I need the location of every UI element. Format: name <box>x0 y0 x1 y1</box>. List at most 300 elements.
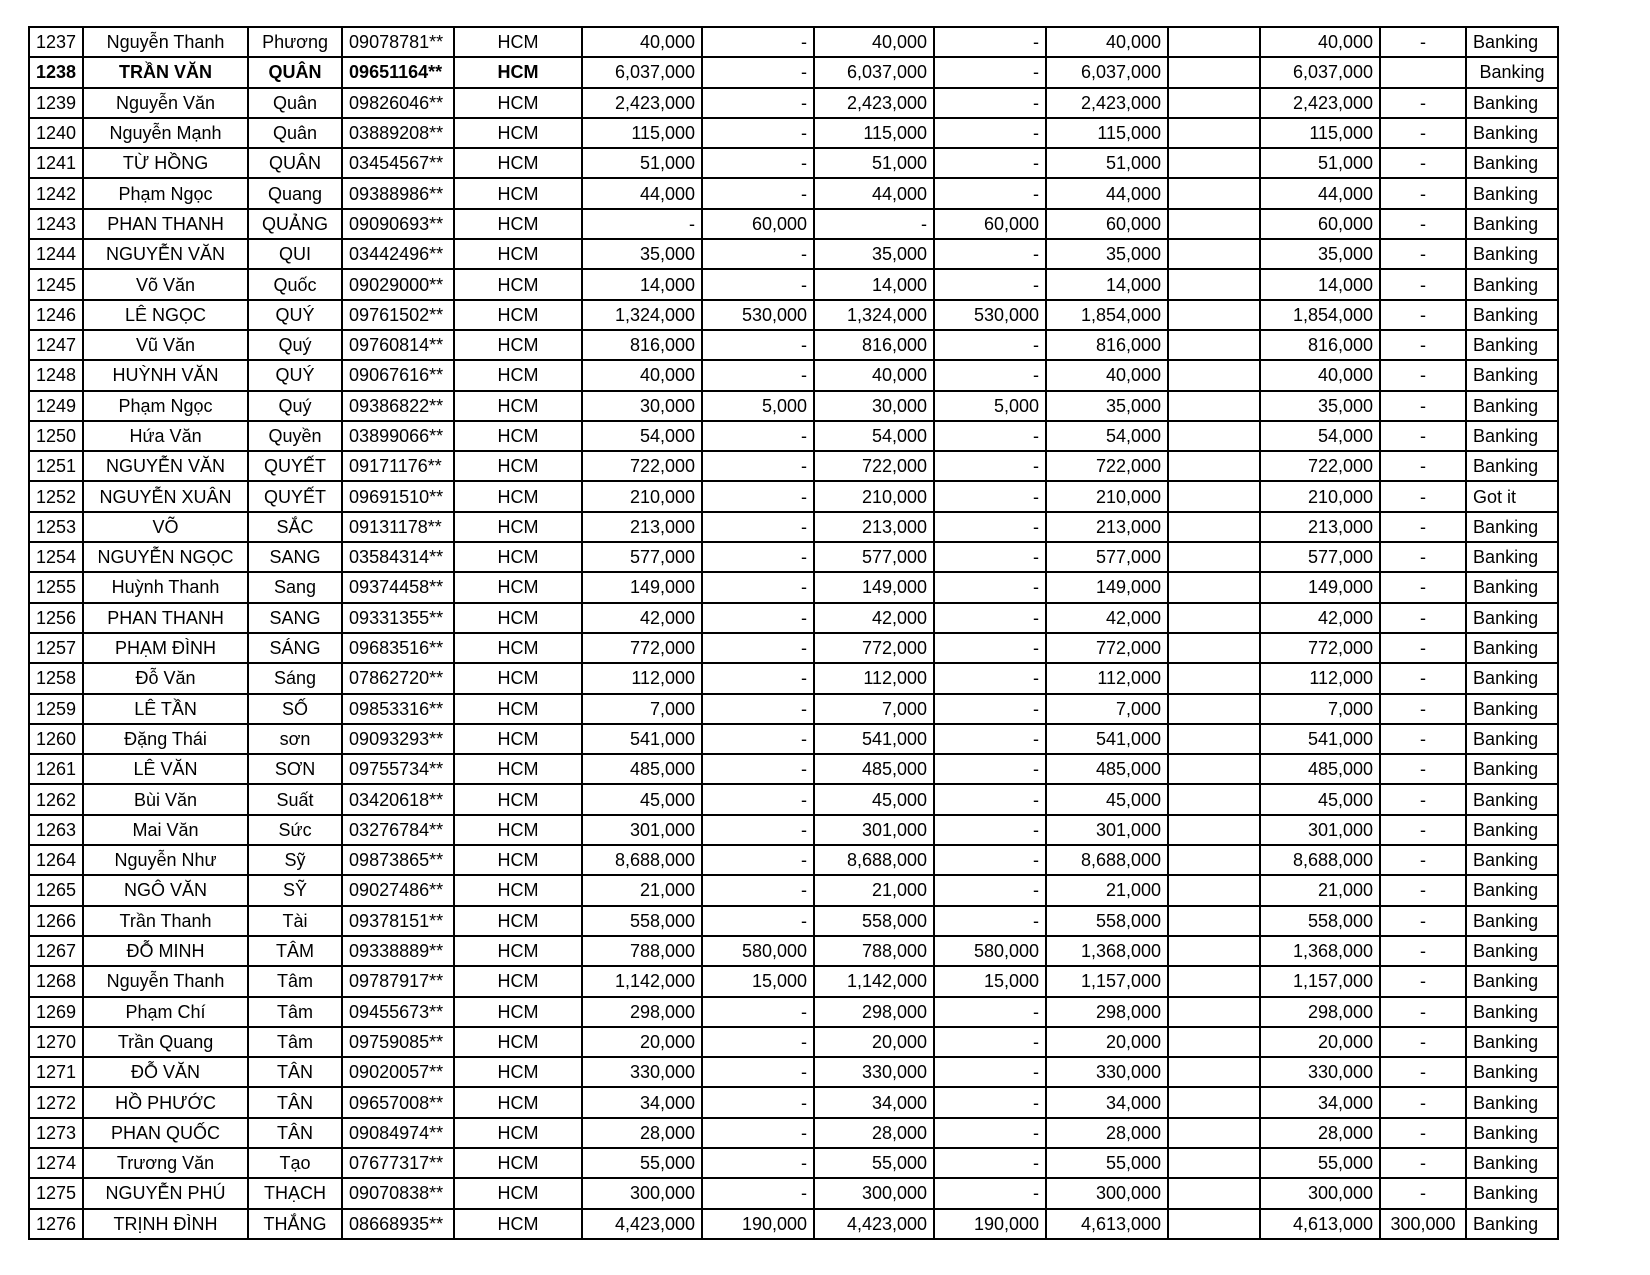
cell-amount-1: 45,000 <box>582 784 702 814</box>
cell-amount-4: - <box>934 1087 1046 1117</box>
cell-phone: 09067616** <box>342 360 454 390</box>
cell-amount-1: 772,000 <box>582 633 702 663</box>
cell-amount-4: 15,000 <box>934 966 1046 996</box>
cell-amount-3: 4,423,000 <box>814 1209 934 1239</box>
cell-total: 722,000 <box>1046 451 1168 481</box>
cell-paid: 40,000 <box>1260 360 1380 390</box>
cell-total: 210,000 <box>1046 481 1168 511</box>
cell-blank <box>1168 148 1260 178</box>
cell-last-name: Phương <box>248 27 342 57</box>
cell-amount-4: - <box>934 330 1046 360</box>
cell-total: 115,000 <box>1046 118 1168 148</box>
cell-amount-1: 485,000 <box>582 754 702 784</box>
cell-first-name: Hứa Văn <box>83 421 248 451</box>
cell-extra: - <box>1380 330 1466 360</box>
cell-paid: 7,000 <box>1260 694 1380 724</box>
cell-region: HCM <box>454 512 582 542</box>
cell-blank <box>1168 724 1260 754</box>
cell-last-name: Tâm <box>248 966 342 996</box>
table-row <box>29 1057 1558 1087</box>
cell-last-name: Quân <box>248 88 342 118</box>
cell-phone: 03889208** <box>342 118 454 148</box>
cell-extra: - <box>1380 815 1466 845</box>
cell-amount-4: 580,000 <box>934 936 1046 966</box>
cell-status: Banking <box>1466 1178 1558 1208</box>
cell-last-name: QUYẾT <box>248 451 342 481</box>
cell-first-name: LÊ VĂN <box>83 754 248 784</box>
cell-extra: - <box>1380 1118 1466 1148</box>
cell-region: HCM <box>454 148 582 178</box>
cell-row-number: 1265 <box>29 875 83 905</box>
cell-blank <box>1168 754 1260 784</box>
table-row <box>29 603 1558 633</box>
cell-extra: - <box>1380 936 1466 966</box>
cell-total: 4,613,000 <box>1046 1209 1168 1239</box>
cell-total: 577,000 <box>1046 542 1168 572</box>
cell-paid: 213,000 <box>1260 512 1380 542</box>
cell-amount-3: 35,000 <box>814 239 934 269</box>
cell-amount-3: 1,324,000 <box>814 300 934 330</box>
cell-extra: - <box>1380 1087 1466 1117</box>
cell-amount-4: - <box>934 815 1046 845</box>
cell-region: HCM <box>454 603 582 633</box>
cell-paid: 300,000 <box>1260 1178 1380 1208</box>
cell-amount-4: 60,000 <box>934 209 1046 239</box>
cell-first-name: TRẦN VĂN <box>83 57 248 87</box>
cell-blank <box>1168 451 1260 481</box>
cell-amount-1: 6,037,000 <box>582 57 702 87</box>
cell-first-name: PHAN QUỐC <box>83 1118 248 1148</box>
cell-row-number: 1259 <box>29 694 83 724</box>
cell-region: HCM <box>454 360 582 390</box>
cell-extra: - <box>1380 845 1466 875</box>
cell-amount-2: - <box>702 633 814 663</box>
cell-region: HCM <box>454 542 582 572</box>
cell-row-number: 1249 <box>29 391 83 421</box>
cell-row-number: 1237 <box>29 27 83 57</box>
cell-amount-4: - <box>934 1027 1046 1057</box>
cell-extra: - <box>1380 633 1466 663</box>
cell-amount-1: 28,000 <box>582 1118 702 1148</box>
cell-last-name: Quốc <box>248 269 342 299</box>
cell-last-name: QUẢNG <box>248 209 342 239</box>
cell-amount-1: 4,423,000 <box>582 1209 702 1239</box>
cell-extra: - <box>1380 209 1466 239</box>
cell-phone: 09787917** <box>342 966 454 996</box>
table-row <box>29 875 1558 905</box>
cell-last-name: Quý <box>248 391 342 421</box>
cell-status: Banking <box>1466 572 1558 602</box>
cell-last-name: SÁNG <box>248 633 342 663</box>
table-row <box>29 57 1558 87</box>
cell-first-name: Nguyễn Thanh <box>83 27 248 57</box>
cell-amount-2: - <box>702 27 814 57</box>
cell-total: 21,000 <box>1046 875 1168 905</box>
table-row <box>29 542 1558 572</box>
cell-amount-1: 21,000 <box>582 875 702 905</box>
table-row <box>29 936 1558 966</box>
cell-amount-1: 7,000 <box>582 694 702 724</box>
cell-first-name: Mai Văn <box>83 815 248 845</box>
cell-amount-4: - <box>934 27 1046 57</box>
cell-last-name: Tạo <box>248 1148 342 1178</box>
cell-region: HCM <box>454 997 582 1027</box>
table-row <box>29 27 1558 57</box>
cell-amount-1: 1,324,000 <box>582 300 702 330</box>
cell-extra: - <box>1380 512 1466 542</box>
cell-row-number: 1244 <box>29 239 83 269</box>
cell-status: Banking <box>1466 784 1558 814</box>
cell-amount-4: - <box>934 88 1046 118</box>
cell-amount-4: - <box>934 875 1046 905</box>
cell-total: 541,000 <box>1046 724 1168 754</box>
cell-row-number: 1258 <box>29 663 83 693</box>
cell-amount-2: - <box>702 118 814 148</box>
cell-amount-3: 21,000 <box>814 875 934 905</box>
cell-amount-1: 210,000 <box>582 481 702 511</box>
table-row <box>29 118 1558 148</box>
cell-blank <box>1168 542 1260 572</box>
cell-amount-2: 580,000 <box>702 936 814 966</box>
table-row <box>29 997 1558 1027</box>
cell-paid: 4,613,000 <box>1260 1209 1380 1239</box>
table-row <box>29 512 1558 542</box>
cell-status: Banking <box>1466 906 1558 936</box>
cell-amount-2: - <box>702 694 814 724</box>
cell-amount-1: 300,000 <box>582 1178 702 1208</box>
cell-row-number: 1248 <box>29 360 83 390</box>
cell-amount-3: 42,000 <box>814 603 934 633</box>
cell-amount-3: 45,000 <box>814 784 934 814</box>
cell-row-number: 1270 <box>29 1027 83 1057</box>
cell-status: Banking <box>1466 1057 1558 1087</box>
cell-last-name: Quý <box>248 330 342 360</box>
cell-paid: 60,000 <box>1260 209 1380 239</box>
cell-phone: 03454567** <box>342 148 454 178</box>
cell-amount-1: 149,000 <box>582 572 702 602</box>
cell-last-name: Quân <box>248 118 342 148</box>
cell-extra: - <box>1380 451 1466 481</box>
cell-region: HCM <box>454 27 582 57</box>
cell-amount-2: - <box>702 906 814 936</box>
cell-region: HCM <box>454 391 582 421</box>
table-row <box>29 209 1558 239</box>
cell-blank <box>1168 966 1260 996</box>
cell-amount-2: - <box>702 148 814 178</box>
cell-first-name: PHAN THANH <box>83 603 248 633</box>
cell-phone: 09683516** <box>342 633 454 663</box>
cell-first-name: Huỳnh Thanh <box>83 572 248 602</box>
cell-amount-2: - <box>702 178 814 208</box>
cell-last-name: QUI <box>248 239 342 269</box>
cell-total: 44,000 <box>1046 178 1168 208</box>
cell-phone: 09020057** <box>342 1057 454 1087</box>
cell-amount-1: 112,000 <box>582 663 702 693</box>
cell-total: 54,000 <box>1046 421 1168 451</box>
cell-first-name: Phạm Ngọc <box>83 178 248 208</box>
cell-amount-1: 51,000 <box>582 148 702 178</box>
cell-blank <box>1168 360 1260 390</box>
cell-first-name: NGUYỄN XUÂN <box>83 481 248 511</box>
cell-blank <box>1168 118 1260 148</box>
cell-last-name: Quyền <box>248 421 342 451</box>
cell-amount-3: 298,000 <box>814 997 934 1027</box>
cell-first-name: Vũ Văn <box>83 330 248 360</box>
cell-blank <box>1168 1178 1260 1208</box>
cell-amount-1: 30,000 <box>582 391 702 421</box>
cell-status: Banking <box>1466 1118 1558 1148</box>
cell-phone: 09826046** <box>342 88 454 118</box>
cell-phone: 03420618** <box>342 784 454 814</box>
cell-status: Banking <box>1466 966 1558 996</box>
table-row <box>29 451 1558 481</box>
cell-last-name: Quang <box>248 178 342 208</box>
cell-amount-4: - <box>934 1178 1046 1208</box>
cell-status: Banking <box>1466 512 1558 542</box>
cell-extra: - <box>1380 997 1466 1027</box>
cell-region: HCM <box>454 269 582 299</box>
cell-phone: 09131178** <box>342 512 454 542</box>
cell-last-name: QUYẾT <box>248 481 342 511</box>
cell-paid: 112,000 <box>1260 663 1380 693</box>
cell-last-name: SANG <box>248 603 342 633</box>
cell-last-name: Sức <box>248 815 342 845</box>
cell-amount-2: - <box>702 875 814 905</box>
cell-row-number: 1239 <box>29 88 83 118</box>
cell-amount-2: 5,000 <box>702 391 814 421</box>
cell-blank <box>1168 784 1260 814</box>
cell-status: Banking <box>1466 936 1558 966</box>
cell-amount-3: 541,000 <box>814 724 934 754</box>
cell-status: Banking <box>1466 391 1558 421</box>
cell-total: 213,000 <box>1046 512 1168 542</box>
cell-status: Banking <box>1466 542 1558 572</box>
cell-total: 6,037,000 <box>1046 57 1168 87</box>
cell-region: HCM <box>454 239 582 269</box>
cell-row-number: 1247 <box>29 330 83 360</box>
cell-phone: 09760814** <box>342 330 454 360</box>
cell-region: HCM <box>454 815 582 845</box>
table-row <box>29 663 1558 693</box>
cell-blank <box>1168 633 1260 663</box>
cell-total: 558,000 <box>1046 906 1168 936</box>
table-row <box>29 1027 1558 1057</box>
payout-table <box>28 26 1559 1240</box>
table-row <box>29 360 1558 390</box>
cell-amount-4: - <box>934 451 1046 481</box>
cell-region: HCM <box>454 1027 582 1057</box>
cell-amount-1: 1,142,000 <box>582 966 702 996</box>
cell-extra: - <box>1380 481 1466 511</box>
cell-phone: 09388986** <box>342 178 454 208</box>
cell-last-name: THẮNG <box>248 1209 342 1239</box>
cell-amount-2: - <box>702 239 814 269</box>
cell-total: 51,000 <box>1046 148 1168 178</box>
cell-total: 816,000 <box>1046 330 1168 360</box>
cell-first-name: Nguyễn Văn <box>83 88 248 118</box>
cell-blank <box>1168 1209 1260 1239</box>
cell-paid: 485,000 <box>1260 754 1380 784</box>
cell-amount-3: 112,000 <box>814 663 934 693</box>
cell-amount-4: - <box>934 118 1046 148</box>
cell-extra: - <box>1380 603 1466 633</box>
cell-blank <box>1168 512 1260 542</box>
cell-amount-4: 5,000 <box>934 391 1046 421</box>
cell-paid: 6,037,000 <box>1260 57 1380 87</box>
cell-phone: 09386822** <box>342 391 454 421</box>
cell-region: HCM <box>454 451 582 481</box>
cell-blank <box>1168 239 1260 269</box>
cell-total: 330,000 <box>1046 1057 1168 1087</box>
cell-first-name: TỪ HỒNG <box>83 148 248 178</box>
cell-first-name: Nguyễn Mạnh <box>83 118 248 148</box>
table-row <box>29 845 1558 875</box>
cell-amount-3: 6,037,000 <box>814 57 934 87</box>
cell-extra: - <box>1380 391 1466 421</box>
table-row <box>29 239 1558 269</box>
cell-amount-2: - <box>702 754 814 784</box>
cell-status: Banking <box>1466 997 1558 1027</box>
cell-first-name: PHAN THANH <box>83 209 248 239</box>
cell-blank <box>1168 178 1260 208</box>
cell-amount-3: 14,000 <box>814 269 934 299</box>
cell-first-name: Trần Thanh <box>83 906 248 936</box>
cell-phone: 09378151** <box>342 906 454 936</box>
cell-amount-2: - <box>702 603 814 633</box>
cell-amount-2: - <box>702 481 814 511</box>
cell-amount-2: - <box>702 512 814 542</box>
cell-amount-1: 55,000 <box>582 1148 702 1178</box>
cell-amount-1: 541,000 <box>582 724 702 754</box>
cell-paid: 35,000 <box>1260 239 1380 269</box>
cell-amount-4: 530,000 <box>934 300 1046 330</box>
table-row <box>29 178 1558 208</box>
cell-amount-3: - <box>814 209 934 239</box>
cell-amount-4: - <box>934 845 1046 875</box>
cell-amount-1: 20,000 <box>582 1027 702 1057</box>
cell-row-number: 1241 <box>29 148 83 178</box>
cell-phone: 09338889** <box>342 936 454 966</box>
cell-amount-4: - <box>934 1148 1046 1178</box>
cell-amount-4: - <box>934 360 1046 390</box>
cell-blank <box>1168 694 1260 724</box>
cell-paid: 51,000 <box>1260 148 1380 178</box>
cell-phone: 03899066** <box>342 421 454 451</box>
cell-region: HCM <box>454 663 582 693</box>
cell-region: HCM <box>454 118 582 148</box>
cell-blank <box>1168 88 1260 118</box>
cell-phone: 09331355** <box>342 603 454 633</box>
cell-phone: 09171176** <box>342 451 454 481</box>
cell-phone: 07677317** <box>342 1148 454 1178</box>
cell-first-name: NGUYỄN VĂN <box>83 239 248 269</box>
cell-amount-3: 51,000 <box>814 148 934 178</box>
cell-status: Banking <box>1466 754 1558 784</box>
cell-phone: 09651164** <box>342 57 454 87</box>
cell-region: HCM <box>454 966 582 996</box>
cell-last-name: THẠCH <box>248 1178 342 1208</box>
cell-region: HCM <box>454 1148 582 1178</box>
cell-last-name: SỐ <box>248 694 342 724</box>
cell-amount-3: 558,000 <box>814 906 934 936</box>
cell-phone: 09759085** <box>342 1027 454 1057</box>
cell-region: HCM <box>454 845 582 875</box>
cell-total: 149,000 <box>1046 572 1168 602</box>
cell-paid: 722,000 <box>1260 451 1380 481</box>
cell-blank <box>1168 269 1260 299</box>
cell-amount-4: - <box>934 694 1046 724</box>
cell-total: 1,368,000 <box>1046 936 1168 966</box>
cell-region: HCM <box>454 1209 582 1239</box>
cell-amount-2: - <box>702 1057 814 1087</box>
cell-last-name: Suất <box>248 784 342 814</box>
cell-paid: 44,000 <box>1260 178 1380 208</box>
cell-status: Banking <box>1466 603 1558 633</box>
cell-extra: - <box>1380 724 1466 754</box>
cell-phone: 09853316** <box>342 694 454 724</box>
cell-paid: 20,000 <box>1260 1027 1380 1057</box>
cell-row-number: 1240 <box>29 118 83 148</box>
cell-extra: - <box>1380 239 1466 269</box>
cell-amount-2: - <box>702 88 814 118</box>
cell-blank <box>1168 421 1260 451</box>
cell-blank <box>1168 997 1260 1027</box>
cell-paid: 210,000 <box>1260 481 1380 511</box>
cell-phone: 09070838** <box>342 1178 454 1208</box>
table-row <box>29 269 1558 299</box>
cell-extra: - <box>1380 572 1466 602</box>
cell-row-number: 1238 <box>29 57 83 87</box>
cell-status: Banking <box>1466 845 1558 875</box>
table-row <box>29 966 1558 996</box>
cell-amount-2: 15,000 <box>702 966 814 996</box>
cell-status: Banking <box>1466 1148 1558 1178</box>
cell-total: 45,000 <box>1046 784 1168 814</box>
cell-amount-4: - <box>934 572 1046 602</box>
cell-blank <box>1168 603 1260 633</box>
cell-row-number: 1276 <box>29 1209 83 1239</box>
cell-status: Banking <box>1466 724 1558 754</box>
cell-total: 298,000 <box>1046 997 1168 1027</box>
cell-status: Banking <box>1466 633 1558 663</box>
cell-first-name: PHẠM ĐÌNH <box>83 633 248 663</box>
cell-amount-2: - <box>702 1118 814 1148</box>
cell-last-name: Tâm <box>248 1027 342 1057</box>
table-row <box>29 1178 1558 1208</box>
cell-region: HCM <box>454 906 582 936</box>
cell-amount-3: 55,000 <box>814 1148 934 1178</box>
cell-region: HCM <box>454 694 582 724</box>
cell-status: Banking <box>1466 421 1558 451</box>
cell-phone: 09090693** <box>342 209 454 239</box>
cell-amount-2: - <box>702 724 814 754</box>
table-row <box>29 633 1558 663</box>
cell-first-name: VÕ <box>83 512 248 542</box>
cell-first-name: LÊ NGỌC <box>83 300 248 330</box>
cell-paid: 577,000 <box>1260 542 1380 572</box>
cell-total: 55,000 <box>1046 1148 1168 1178</box>
cell-status: Banking <box>1466 330 1558 360</box>
cell-last-name: Tài <box>248 906 342 936</box>
cell-extra: - <box>1380 148 1466 178</box>
cell-blank <box>1168 1027 1260 1057</box>
cell-first-name: NGUYỄN NGỌC <box>83 542 248 572</box>
cell-blank <box>1168 481 1260 511</box>
cell-paid: 34,000 <box>1260 1087 1380 1117</box>
cell-status: Banking <box>1466 694 1558 724</box>
cell-status: Banking <box>1466 57 1558 87</box>
cell-blank <box>1168 845 1260 875</box>
